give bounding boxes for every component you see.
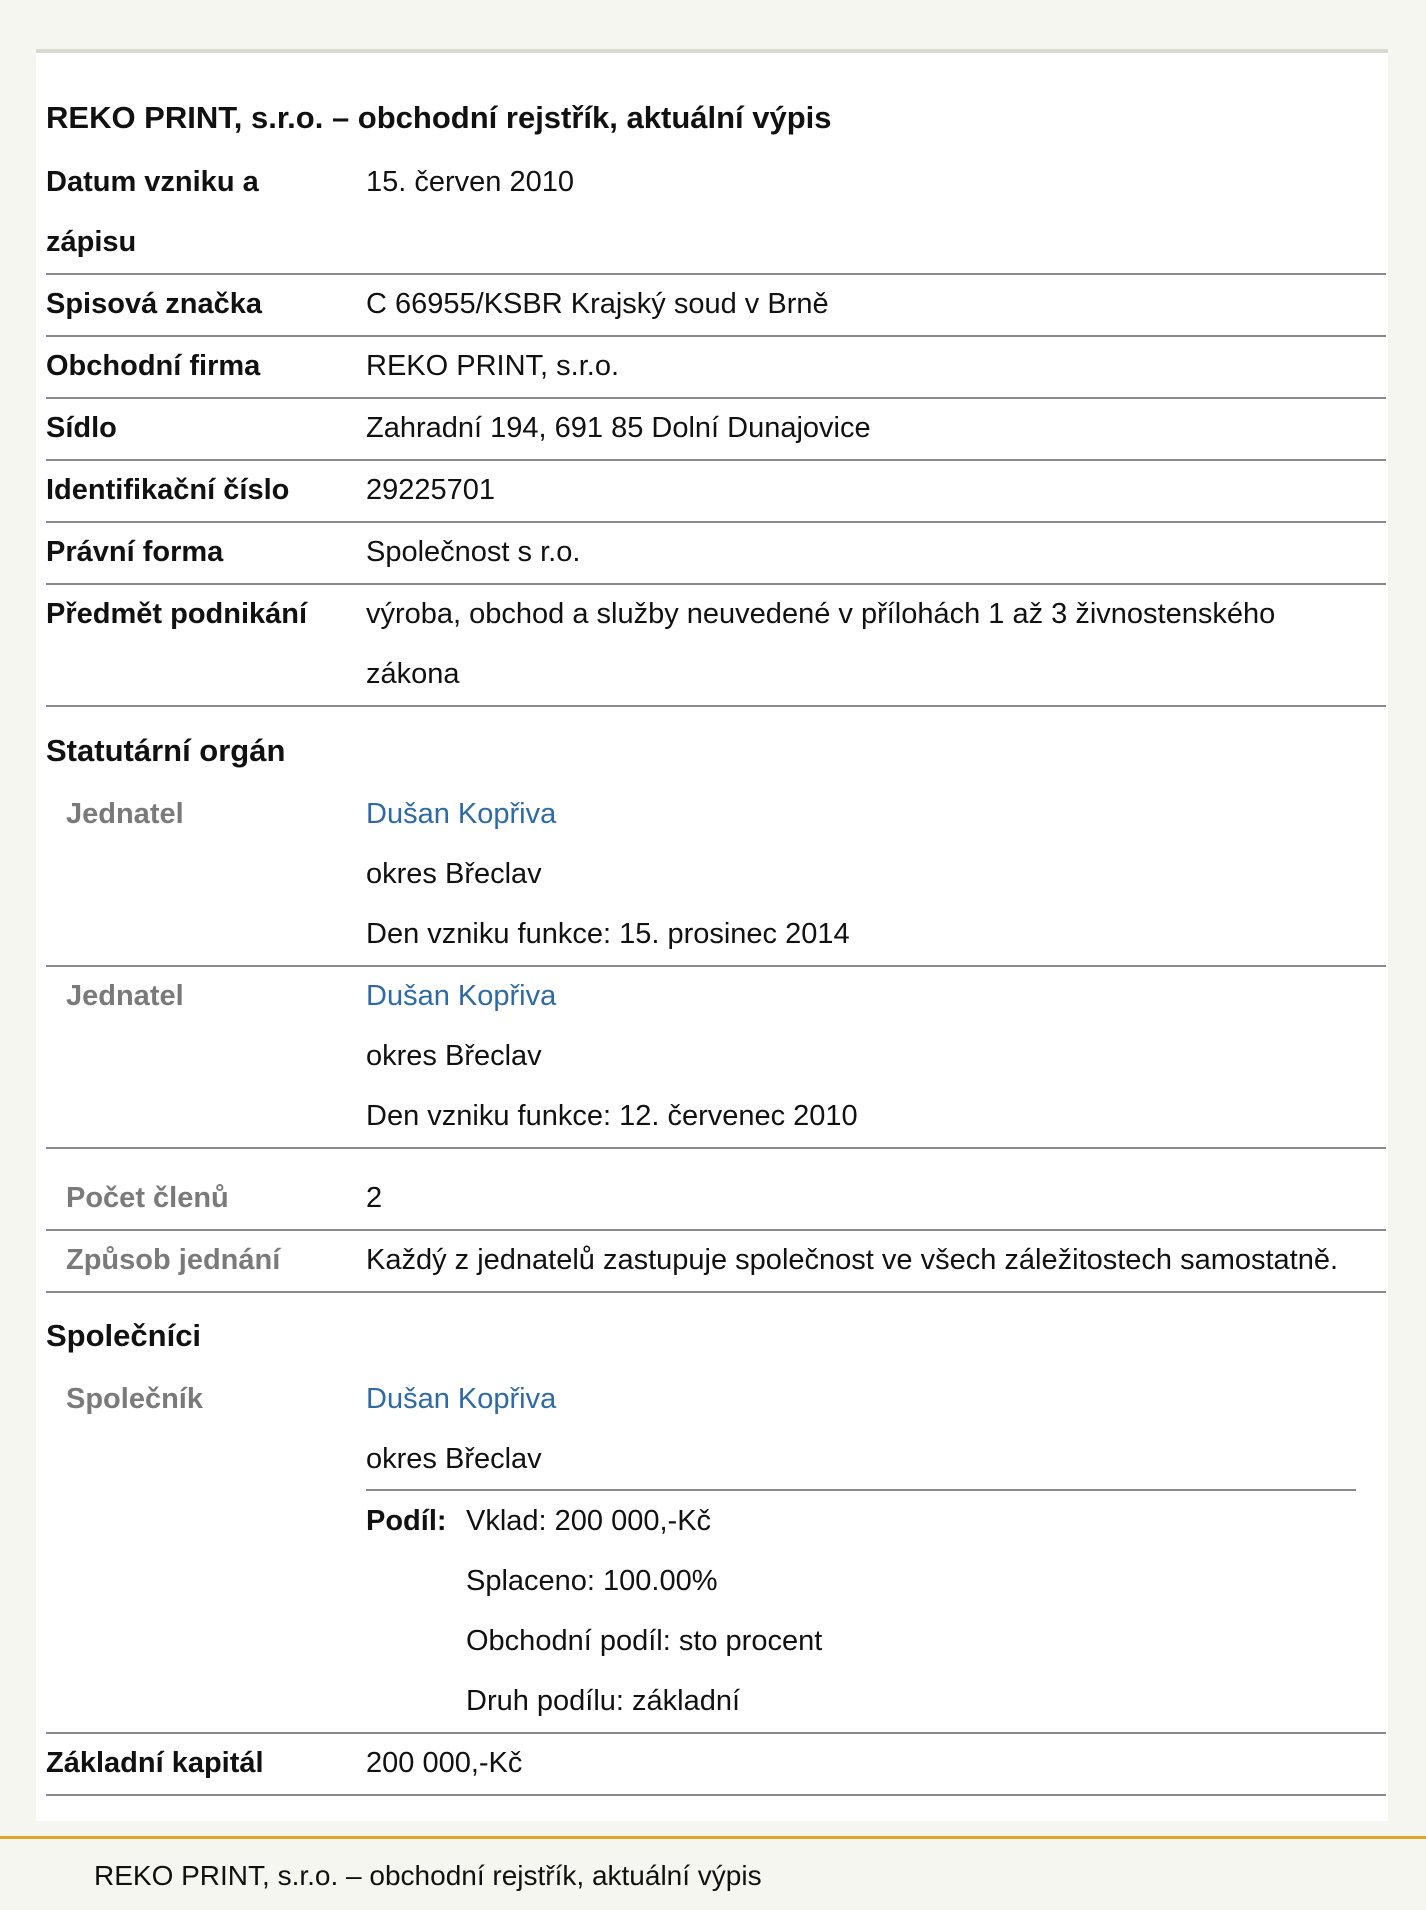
section-heading-statutarni-organ: Statutární orgán bbox=[46, 733, 286, 768]
divider bbox=[46, 965, 1386, 967]
spolecnik-name-link[interactable] bbox=[366, 1369, 556, 1429]
jednatel-name-link[interactable] bbox=[366, 784, 556, 844]
jednatel-since: Den vzniku funkce: 15. prosinec 2014 bbox=[366, 918, 850, 950]
jednatel-name-link[interactable] bbox=[366, 966, 556, 1026]
label-pocet-clenu: Počet členů bbox=[66, 1182, 229, 1214]
label-obchodni-firma: Obchodní firma bbox=[46, 350, 261, 382]
value-zpusob-jednani: Každý z jednatelů zastupuje společnost ve všech záležitostech samostatně. bbox=[366, 1244, 1339, 1276]
footer-rule bbox=[0, 1836, 1426, 1839]
jednatel-district: okres Břeclav bbox=[366, 1040, 542, 1072]
label-zpusob-jednani: Způsob jednání bbox=[66, 1244, 281, 1276]
jednatel-since: Den vzniku funkce: 12. červenec 2010 bbox=[366, 1100, 858, 1132]
person-link[interactable]: Dušan Kopřiva bbox=[366, 798, 557, 830]
value-sidlo: Zahradní 194, 691 85 Dolní Dunajovice bbox=[366, 412, 871, 444]
divider bbox=[46, 1147, 1386, 1149]
label-predmet-podnikani: Předmět podnikání bbox=[46, 598, 308, 630]
value-predmet-line2: zákona bbox=[366, 658, 460, 690]
label-ico: Identifikační číslo bbox=[46, 474, 290, 506]
person-link[interactable]: Dušan Kopřiva bbox=[366, 1383, 557, 1415]
value-pocet-clenu: 2 bbox=[366, 1182, 383, 1214]
footer-title: REKO PRINT, s.r.o. – obchodní rejstřík, aktuální výpis bbox=[94, 1860, 762, 1891]
divider bbox=[46, 1794, 1386, 1796]
divider bbox=[46, 705, 1386, 707]
value-pravni-forma: Společnost s r.o. bbox=[366, 536, 581, 568]
value-zakladni-kapital: 200 000,-Kč bbox=[366, 1747, 523, 1779]
section-heading-spolecnici: Společníci bbox=[46, 1318, 202, 1353]
label-jednatel: Jednatel bbox=[66, 798, 184, 830]
value-obchodni-podil: Obchodní podíl: sto procent bbox=[466, 1625, 823, 1657]
label-datum-vzniku-line1: Datum vzniku a bbox=[46, 166, 259, 198]
value-predmet-line1: výroba, obchod a služby neuvedené v přílohách 1 až 3 živnostenského bbox=[366, 598, 1276, 630]
label-sidlo: Sídlo bbox=[46, 412, 117, 444]
jednatel-district: okres Břeclav bbox=[366, 858, 542, 890]
value-splaceno: Splaceno: 100.00% bbox=[466, 1565, 718, 1597]
value-spisova-znacka: C 66955/KSBR Krajský soud v Brně bbox=[366, 288, 829, 320]
divider bbox=[46, 1291, 1386, 1293]
value-vklad: Vklad: 200 000,-Kč bbox=[466, 1505, 712, 1537]
label-pravni-forma: Právní forma bbox=[46, 536, 224, 568]
label-datum-vzniku-line2: zápisu bbox=[46, 226, 137, 258]
label-spolecnik: Společník bbox=[66, 1383, 203, 1415]
value-ico: 29225701 bbox=[366, 474, 496, 506]
page-title: REKO PRINT, s.r.o. – obchodní rejstřík, aktuální výpis bbox=[46, 100, 832, 135]
value-obchodni-firma: REKO PRINT, s.r.o. bbox=[366, 350, 619, 382]
label-spisova-znacka: Spisová značka bbox=[46, 288, 262, 320]
label-podil: Podíl: bbox=[366, 1505, 447, 1537]
value-druh-podilu: Druh podílu: základní bbox=[466, 1685, 741, 1717]
label-zakladni-kapital: Základní kapitál bbox=[46, 1747, 264, 1779]
label-jednatel: Jednatel bbox=[66, 980, 184, 1012]
person-link[interactable]: Dušan Kopřiva bbox=[366, 980, 557, 1012]
spolecnik-district: okres Břeclav bbox=[366, 1443, 542, 1475]
divider bbox=[46, 521, 1386, 523]
value-datum-vzniku: 15. červen 2010 bbox=[366, 166, 574, 198]
